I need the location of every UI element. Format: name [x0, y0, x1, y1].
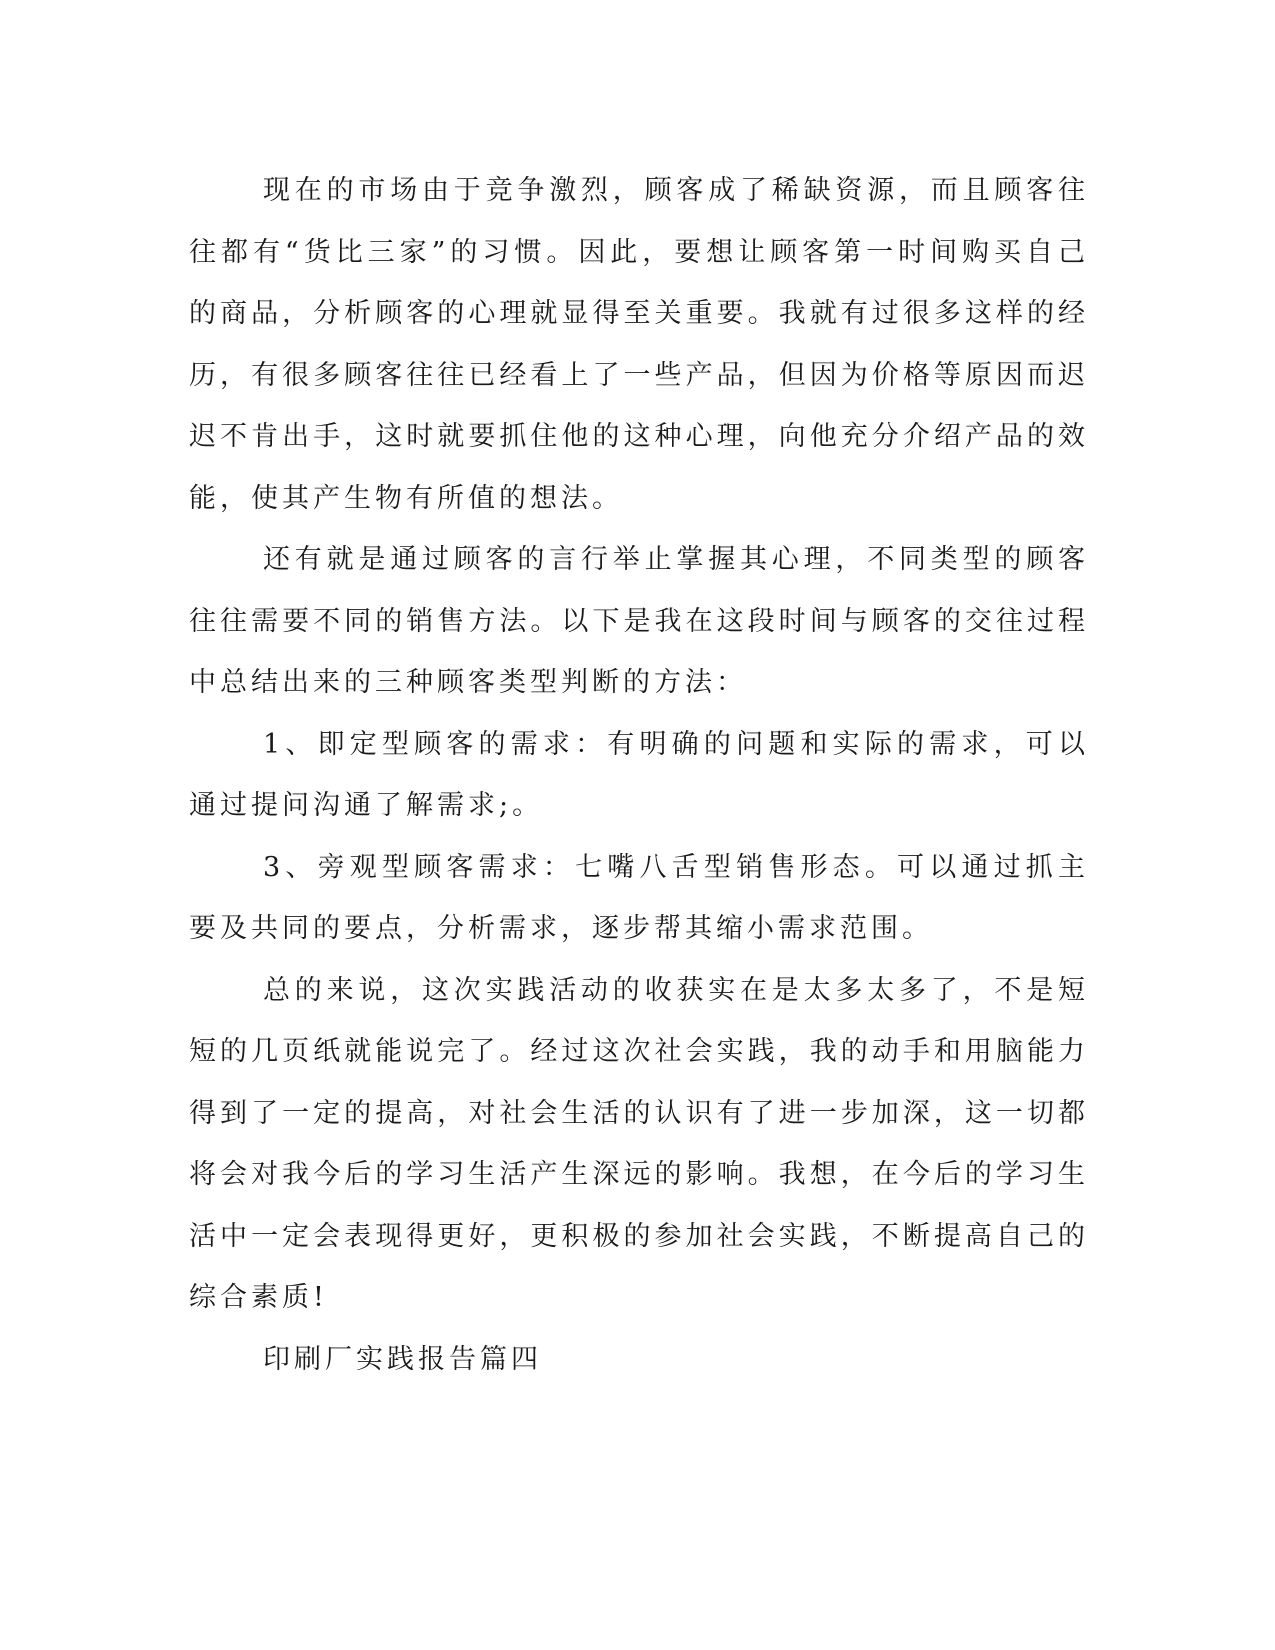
paragraph-summary: 总的来说，这次实践活动的收获实在是太多太多了，不是短短的几页纸就能说完了。经过这次社会实践，我的动手和用脑能力得到了一定的提高，对社会生活的认识有了进一步加深，这一切都将会对我今后的学习生活产生深远的影响。我想，在今后的学习生活中一定会表现得更好，更积极的参加社会实践，不断提高自己的综合素质!	[189, 974, 1089, 1313]
paragraph-list-item-1: 1、即定型顾客的需求：有明确的问题和实际的需求，可以通过提问沟通了解需求;。	[189, 728, 1089, 821]
document-body	[189, 160, 1089, 1390]
section-heading: 印刷厂实践报告篇四	[263, 1343, 542, 1375]
paragraph-customer-psychology: 现在的市场由于竞争激烈，顾客成了稀缺资源，而且顾客往往都有“货比三家”的习惯。因此，要想让顾客第一时间购买自己的商品，分析顾客的心理就显得至关重要。我就有过很多这样的经历，有很多顾客往往已经看上了一些产品，但因为价格等原因而迟迟不肯出手，这时就要抓住他的这种心理，向他充分介绍产品的效能，使其产生物有所值的想法。	[189, 175, 1089, 514]
paragraph-list-item-3: 3、旁观型顾客需求：七嘴八舌型销售形态。可以通过抓主要及共同的要点，分析需求，逐步帮其缩小需求范围。	[189, 851, 1089, 944]
paragraph-customer-types-intro: 还有就是通过顾客的言行举止掌握其心理，不同类型的顾客往往需要不同的销售方法。以下是我在这段时间与顾客的交往过程中总结出来的三种顾客类型判断的方法：	[189, 544, 1089, 698]
